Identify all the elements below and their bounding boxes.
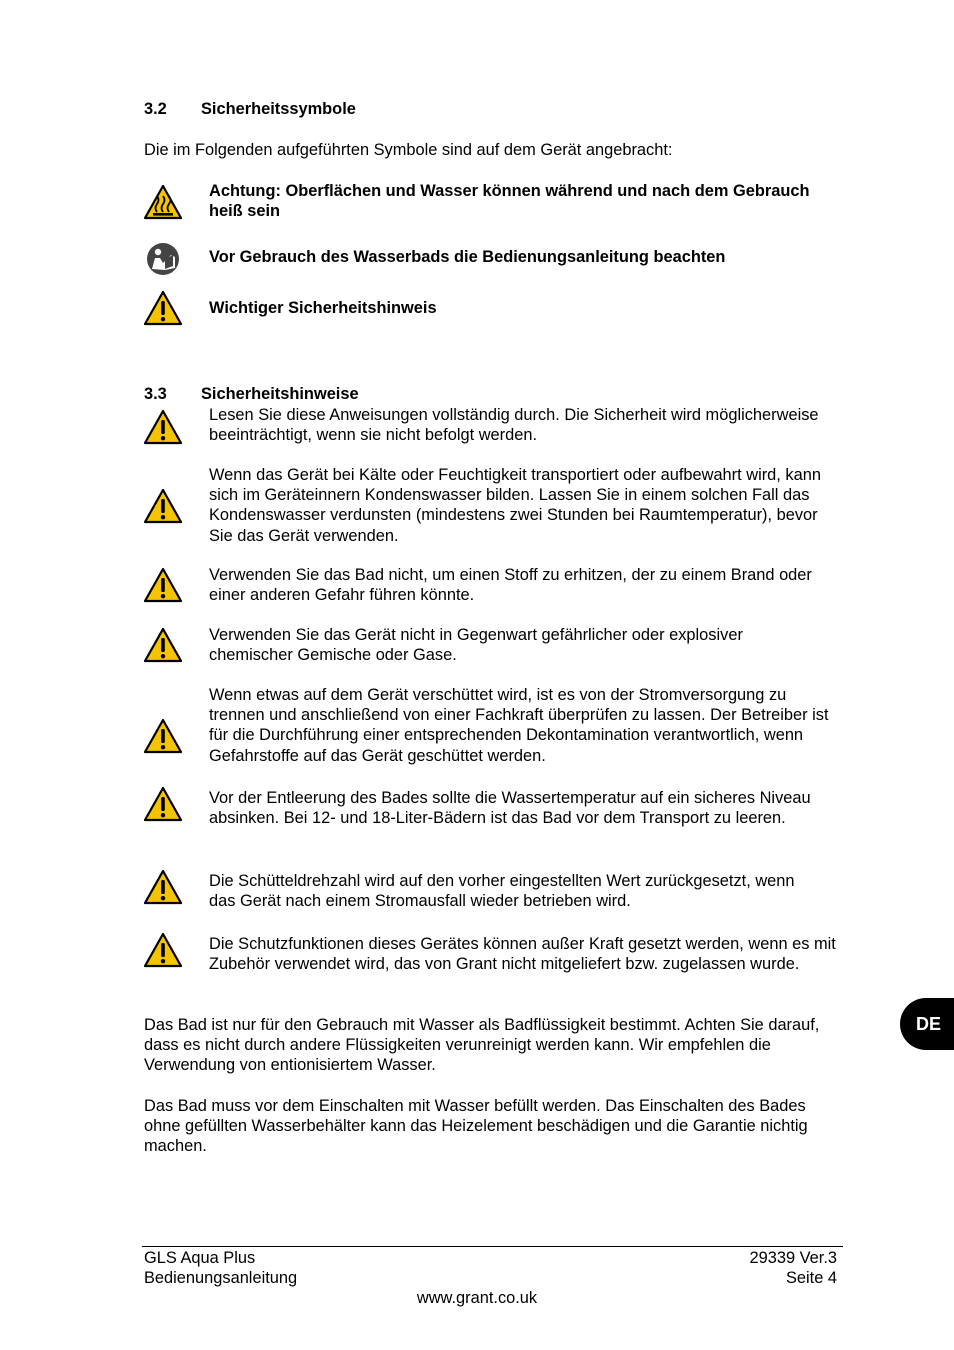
- section-title: Sicherheitssymbole: [201, 100, 356, 118]
- warning-icon: [143, 718, 183, 754]
- safety-note: Verwenden Sie das Gerät nicht in Gegenwart gefährlicher oder explosiver chemischer Gemische oder Gase.: [209, 626, 743, 665]
- footer-version: 29339 Ver.3: [749, 1249, 837, 1267]
- footer-doc-type: Bedienungsanleitung: [144, 1269, 298, 1287]
- section-number: 3.3: [144, 385, 167, 403]
- read-manual-icon: [143, 241, 183, 277]
- warning-icon: [143, 932, 183, 968]
- footer-product: GLS Aqua Plus: [144, 1249, 256, 1267]
- safety-note: Wenn das Gerät bei Kälte oder Feuchtigkeit transportiert oder aufbewahrt wird, kann sich im Geräteinnern Kondenswasser bilden. Lassen Sie in einem solchen Fall das Kondenswasser verdunsten (mindestens zwei Stunden bei Raumtemperatur), bevor Sie das Gerät verwenden.: [209, 466, 821, 545]
- warning-icon: [143, 869, 183, 905]
- warning-icon: [143, 409, 183, 445]
- warning-icon: [143, 290, 183, 326]
- footer-url: www.grant.co.uk: [416, 1289, 538, 1307]
- warning-icon: [143, 567, 183, 603]
- body-paragraph: Das Bad muss vor dem Einschalten mit Wasser befüllt werden. Das Einschalten des Bades ohne gefüllten Wasserbehälter kann das Heizelement beschädigen und die Garantie nichtig machen.: [144, 1097, 808, 1156]
- language-tab: DE: [900, 998, 954, 1050]
- hot-surface-warning-icon: [143, 184, 183, 220]
- footer-divider: [142, 1246, 843, 1247]
- section-number: 3.2: [144, 100, 167, 118]
- intro-text: Die im Folgenden aufgeführten Symbole sind auf dem Gerät angebracht:: [144, 141, 673, 159]
- section-title: Sicherheitshinweise: [201, 385, 359, 403]
- safety-note: Lesen Sie diese Anweisungen vollständig durch. Die Sicherheit wird möglicherweise beeinträchtigt, wenn sie nicht befolgt werden.: [209, 406, 819, 445]
- warning-icon: [143, 786, 183, 822]
- warning-icon: [143, 488, 183, 524]
- safety-note: Vor der Entleerung des Bades sollte die Wassertemperatur auf ein sicheres Niveau absinken. Bei 12- und 18-Liter-Bädern ist das Bad vor dem Transport zu leeren.: [209, 789, 811, 828]
- symbol-manual-text: Vor Gebrauch des Wasserbads die Bedienungsanleitung beachten: [209, 248, 726, 266]
- safety-note: Die Schütteldrehzahl wird auf den vorher eingestellten Wert zurückgesetzt, wenn das Gerät nach einem Stromausfall wieder betrieben wird.: [209, 872, 795, 911]
- body-paragraph: Das Bad ist nur für den Gebrauch mit Wasser als Badflüssigkeit bestimmt. Achten Sie darauf, dass es nicht durch andere Flüssigkeiten verunreinigt werden kann. Wir empfehlen die Verwendung von entionisiertem Wasser.: [144, 1016, 820, 1075]
- safety-note: Verwenden Sie das Bad nicht, um einen Stoff zu erhitzen, der zu einem Brand oder einer anderen Gefahr führen könnte.: [209, 566, 812, 605]
- safety-note: Die Schutzfunktionen dieses Gerätes können außer Kraft gesetzt werden, wenn es mit Zubehör verwendet wird, das von Grant nicht mitgeliefert bzw. zugelassen wurde.: [209, 935, 836, 974]
- symbol-hot-surface-text: Achtung: Oberflächen und Wasser können während und nach dem Gebrauch heiß sein: [209, 182, 810, 221]
- footer-page-number: Seite 4: [785, 1269, 837, 1287]
- safety-note: Wenn etwas auf dem Gerät verschüttet wird, ist es von der Stromversorgung zu trennen und anschließend von einer Fachkraft überprüfen zu lassen. Der Betreiber ist für die Durchführung einer entsprechenden Dekontamination verantwortlich, wenn Gefahrstoffe auf das Gerät geschüttet werden.: [209, 686, 829, 765]
- symbol-warning-text: Wichtiger Sicherheitshinweis: [209, 299, 437, 317]
- warning-icon: [143, 627, 183, 663]
